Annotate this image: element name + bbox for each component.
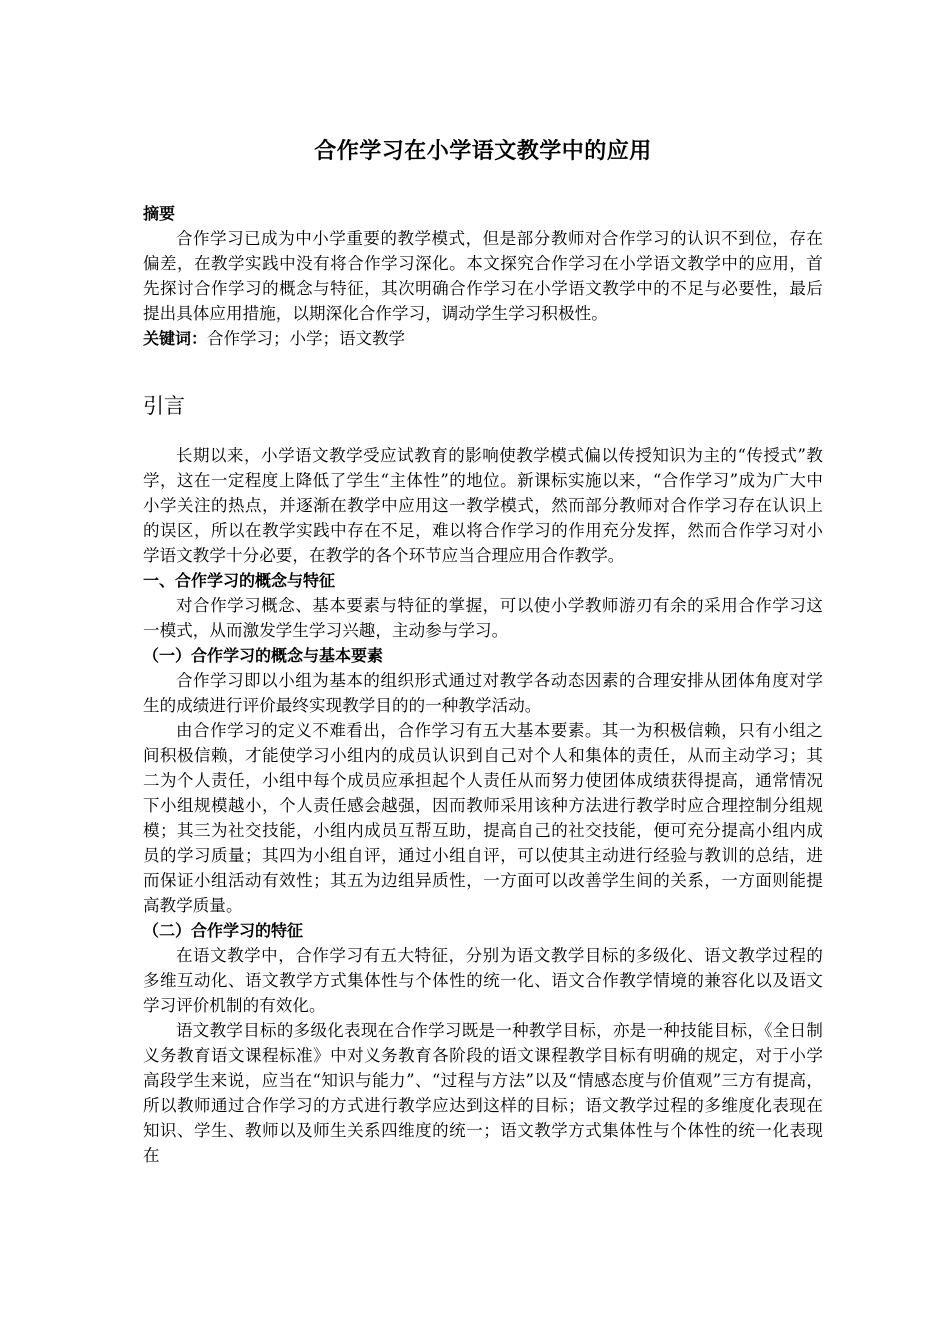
- document-body: [143, 131, 823, 1168]
- abstract-heading: 摘要: [143, 204, 176, 223]
- intro-text: 长期以来，小学语文教学受应试教育的影响使教学模式偏以传授知识为主的“传授式”教学，这在一定程度上降低了学生“主体性”的地位。新课标实施以来，“合作学习”成为广大中小学关注的热点，并逐渐在教学中应用这一教学模式，然而部分教师对合作学习存在认识上的误区，所以在教学实践中存在不足，难以将合作学习的作用充分发挥，然而合作学习对小学语文教学十分必要，在教学的各个环节应当合理应用合作教学。: [143, 446, 823, 565]
- keywords-label: 关键词：: [143, 329, 208, 348]
- intro-heading: 引言: [143, 394, 185, 418]
- sub1-heading: （一）合作学习的概念与基本要素: [143, 646, 384, 665]
- section1-heading: 一、合作学习的概念与特征: [143, 571, 336, 590]
- sub1-paragraph-2: 由合作学习的定义不难看出，合作学习有五大基本要素。其一为积极信赖，只有小组之间积极信赖，才能使学习小组内的成员认识到自己对个人和集体的责任，从而主动学习；其二为个人责任，小组中每个成员应承担起个人责任从而努力使团体成绩获得提高，通常情况下小组规模越小，个人责任感会越强，因而教师采用该种方法进行教学时应合理控制分组规模；其三为社交技能，小组内成员互帮互助，提高自己的社交技能，便可充分提高小组内成员的学习质量；其四为小组自评，通过小组自评，可以使其主动进行经验与教训的总结，进而保证小组活动有效性；其五为边组异质性，一方面可以改善学生间的关系，一方面则能提高教学质量。: [143, 721, 823, 915]
- keywords-line: [143, 326, 823, 351]
- sub2-paragraph-2: 语文教学目标的多级化表现在合作学习既是一种教学目标，亦是一种技能目标，《全日制义务教育语文课程标准》中对义务教育各阶段的语文课程教学目标有明确的规定，对于小学高段学生来说，应当在“知识与能力”、“过程与方法”以及“情感态度与价值观”三方有提高，所以教师通过合作学习的方式进行教学应达到这样的目标；语文教学过程的多维度化表现在知识、学生、教师以及师生关系四维度的统一；语文教学方式集体性与个体性的统一化表现在: [143, 1021, 823, 1165]
- abstract-text: 合作学习已成为中小学重要的教学模式，但是部分教师对合作学习的认识不到位，存在偏差，在教学实践中没有将合作学习深化。本文探究合作学习在小学语文教学中的应用，首先探讨合作学习的概念与特征，其次明确合作学习在小学语文教学中的不足与必要性，最后提出具体应用措施，以期深化合作学习，调动学生学习积极性。: [143, 229, 823, 323]
- sub1-paragraph-1: 合作学习即以小组为基本的组织形式通过对教学各动态因素的合理安排从团体角度对学生的成绩进行评价最终实现教学目的的一种教学活动。: [143, 671, 823, 715]
- section1-text: 对合作学习概念、基本要素与特征的掌握，可以使小学教师游刃有余的采用合作学习这一模式，从而激发学生学习兴趣，主动参与学习。: [143, 596, 823, 640]
- sub2-paragraph-1: 在语文教学中，合作学习有五大特征，分别为语文教学目标的多级化、语文教学过程的多维互动化、语文教学方式集体性与个体性的统一化、语文合作教学情境的兼容化以及语文学习评价机制的有效化。: [143, 946, 823, 1015]
- page-title: 合作学习在小学语文教学中的应用: [314, 139, 652, 164]
- keywords-text: 合作学习；小学；语文教学: [207, 329, 406, 348]
- sub2-heading: （二）合作学习的特征: [143, 921, 304, 940]
